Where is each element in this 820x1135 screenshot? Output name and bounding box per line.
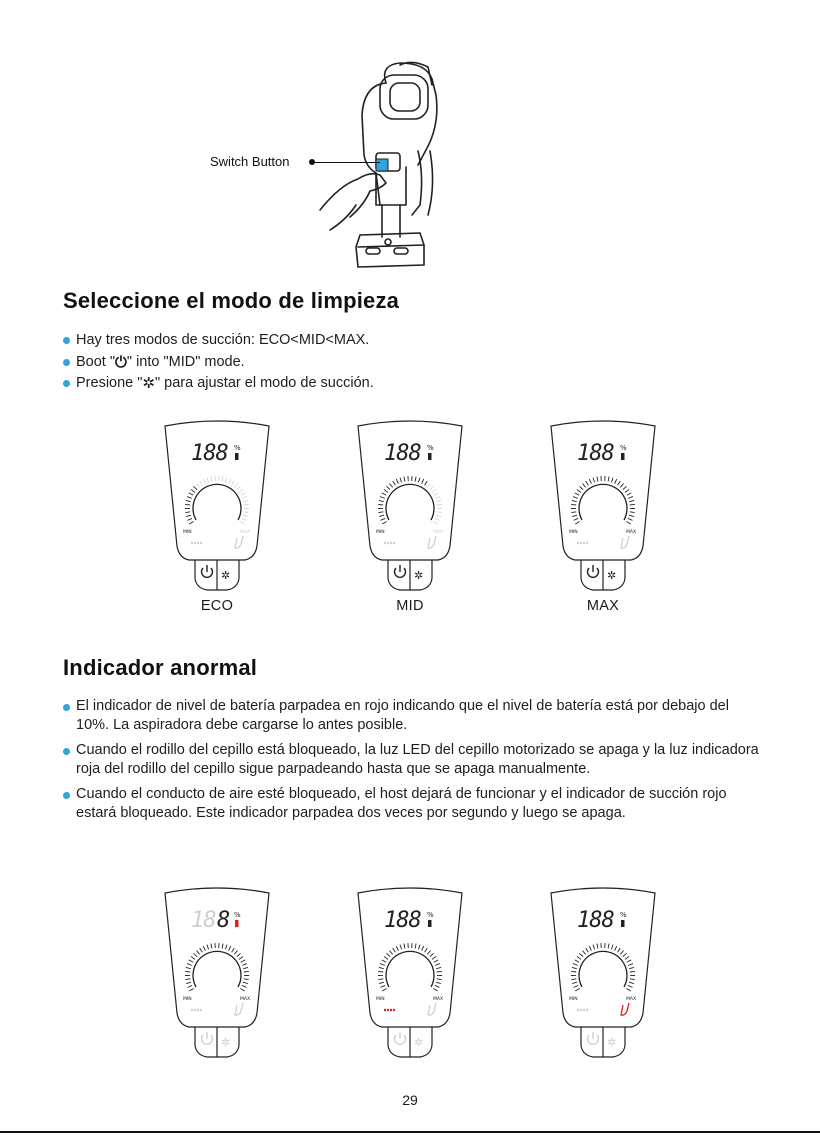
suction-tick — [189, 960, 193, 962]
suction-tick — [615, 479, 617, 484]
battery-bar — [235, 920, 239, 927]
suction-tick — [629, 500, 634, 501]
max-label: MAX — [240, 997, 251, 1002]
suction-tick — [608, 477, 609, 482]
mode-panel-eco — [157, 418, 277, 598]
suction-tick — [200, 948, 203, 952]
suction-tick — [185, 971, 190, 972]
suction-tick — [572, 500, 577, 501]
suction-tick — [611, 478, 613, 483]
suction-tick — [597, 477, 598, 482]
suction-tick — [427, 950, 430, 954]
battery-digits: 188 — [384, 908, 421, 933]
suction-tick — [435, 964, 440, 966]
suction-tick — [203, 946, 205, 951]
suction-tick — [187, 964, 192, 966]
suction-tick — [575, 960, 579, 962]
suction-tick — [207, 945, 209, 950]
suction-tick — [187, 985, 192, 987]
suction-tick — [627, 960, 631, 962]
suction-tick — [575, 493, 579, 495]
suction-arc — [386, 951, 434, 987]
suction-button-icon: ✲ — [414, 1036, 424, 1049]
suction-button-icon: ✲ — [607, 1036, 617, 1049]
min-label: MIN — [183, 530, 192, 535]
battery-digits: 8 — [217, 908, 230, 933]
suction-arc — [193, 484, 241, 520]
suction-tick — [422, 946, 424, 951]
battery-digits: 188 — [577, 441, 614, 466]
suction-tick — [630, 512, 635, 513]
suction-tick — [437, 971, 442, 972]
suction-tick — [437, 512, 442, 513]
suction-tick — [586, 948, 589, 952]
suction-tick — [620, 950, 623, 954]
suction-tick — [203, 479, 205, 484]
suction-arc — [386, 484, 434, 520]
suction-tick — [225, 478, 227, 483]
abnormal-panel-duct — [543, 885, 663, 1065]
suction-tick — [396, 946, 398, 951]
suction-tick — [436, 967, 441, 968]
suction-tick — [243, 967, 248, 968]
suction-tick — [211, 944, 212, 949]
suction-tick — [571, 504, 576, 505]
max-label: MAX — [240, 530, 251, 535]
suction-tick — [244, 979, 249, 980]
suction-tick — [427, 483, 430, 487]
suction-tick — [611, 945, 613, 950]
mode-panel-mid — [350, 418, 470, 598]
modes-bullet-2 — [63, 352, 763, 374]
max-label: MAX — [626, 530, 637, 535]
air-duct-icon — [428, 536, 436, 548]
air-duct-icon — [621, 536, 629, 548]
suction-tick — [435, 518, 440, 520]
suction-tick — [571, 971, 576, 972]
suction-tick — [623, 953, 627, 956]
suction-tick — [243, 500, 248, 501]
suction-tick — [400, 945, 402, 950]
min-label: MIN — [183, 997, 192, 1002]
suction-tick — [241, 493, 245, 495]
modes-bullet-3 — [63, 373, 763, 395]
suction-tick — [380, 497, 385, 499]
suction-tick — [379, 967, 384, 968]
percent-sign: % — [234, 444, 241, 452]
suction-tick — [572, 982, 577, 983]
suction-tick — [191, 489, 195, 492]
suction-tick — [582, 950, 585, 954]
suction-tick — [415, 477, 416, 482]
percent-sign: % — [620, 444, 627, 452]
min-label: MIN — [569, 997, 578, 1002]
suction-tick — [378, 971, 383, 972]
max-label: MAX — [433, 997, 444, 1002]
suction-tick — [630, 979, 635, 980]
suction-tick — [189, 522, 193, 525]
suction-tick — [384, 956, 388, 959]
suction-tick — [629, 982, 634, 983]
suction-tick — [425, 948, 428, 952]
suction-tick — [191, 956, 195, 959]
modes-bullet-2-pre: Boot " — [76, 353, 116, 370]
suction-tick — [571, 512, 576, 513]
suction-tick — [434, 493, 438, 495]
suction-tick — [577, 489, 581, 492]
suction-tick — [378, 979, 383, 980]
modes-bullet-list — [63, 330, 763, 395]
suction-tick — [422, 479, 424, 484]
modes-bullet-3-post: " para ajustar el modo de succión. — [154, 375, 374, 391]
suction-tick — [630, 971, 635, 972]
suction-button-icon: ✲ — [221, 1036, 231, 1049]
suction-tick — [389, 950, 392, 954]
suction-tick — [384, 489, 388, 492]
suction-tick — [380, 964, 385, 966]
suction-tick — [187, 518, 192, 520]
suction-button-icon: ✲ — [414, 569, 424, 582]
vacuum-handle-illustration — [300, 55, 460, 275]
suction-tick — [626, 522, 630, 525]
suction-tick — [232, 481, 235, 485]
suction-button-icon: ✲ — [221, 569, 231, 582]
suction-tick — [418, 945, 420, 950]
suction-tick — [242, 985, 247, 987]
page-number: 29 — [402, 1092, 418, 1108]
max-label: MAX — [433, 530, 444, 535]
suction-tick — [434, 960, 438, 962]
suction-tick — [380, 518, 385, 520]
suction-tick — [628, 497, 633, 499]
suction-tick — [386, 953, 390, 956]
suction-tick — [222, 944, 223, 949]
suction-button-icon: ✲ — [607, 569, 617, 582]
percent-sign: % — [234, 911, 241, 919]
abnormal-panel-brush — [350, 885, 470, 1065]
suction-tick — [608, 944, 609, 949]
suction-tick — [225, 945, 227, 950]
switch-button-callout: Switch Button — [210, 154, 290, 169]
suction-tick — [382, 493, 386, 495]
suction-tick — [193, 486, 197, 489]
modes-section-title: Seleccione el modo de limpieza — [63, 288, 400, 313]
suction-tick — [229, 946, 231, 951]
abnormal-section-title: Indicador anormal — [63, 655, 258, 680]
air-duct-icon — [428, 1003, 436, 1015]
suction-tick — [400, 478, 402, 483]
battery-bar — [428, 920, 432, 927]
suction-tick — [627, 493, 631, 495]
suction-tick — [378, 512, 383, 513]
suction-tick — [382, 522, 386, 525]
suction-tick — [187, 497, 192, 499]
suction-tick — [242, 964, 247, 966]
modes-bullet-1: Hay tres modos de succión: ECO<MID<MAX. — [63, 330, 763, 352]
suction-tick — [436, 515, 441, 516]
suction-tick — [189, 989, 193, 992]
suction-tick — [380, 985, 385, 987]
callout-leader-line — [312, 162, 380, 163]
suction-tick — [211, 477, 212, 482]
suction-tick — [615, 946, 617, 951]
suction-tick — [593, 478, 595, 483]
suction-arc — [193, 951, 241, 987]
suction-tick — [393, 481, 396, 485]
suction-tick — [229, 479, 231, 484]
suction-tick — [240, 989, 244, 992]
suction-tick — [244, 971, 249, 972]
suction-tick — [435, 985, 440, 987]
suction-tick — [573, 497, 578, 499]
suction-tick — [378, 504, 383, 505]
percent-sign: % — [620, 911, 627, 919]
suction-tick — [234, 483, 237, 487]
battery-bar — [235, 453, 239, 460]
suction-tick — [593, 945, 595, 950]
mode-panel-max — [543, 418, 663, 598]
suction-tick — [573, 518, 578, 520]
suction-tick — [379, 500, 384, 501]
suction-tick — [189, 493, 193, 495]
battery-digits: 188 — [384, 441, 421, 466]
suction-tick — [573, 964, 578, 966]
suction-tick — [185, 512, 190, 513]
suction-icon: ✲ — [142, 375, 155, 392]
suction-tick — [628, 518, 633, 520]
mode-label-max: MAX — [586, 598, 620, 614]
suction-tick — [436, 982, 441, 983]
battery-bar — [621, 920, 625, 927]
suction-tick — [579, 486, 583, 489]
suction-tick — [425, 481, 428, 485]
percent-sign: % — [427, 444, 434, 452]
suction-tick — [186, 515, 191, 516]
suction-tick — [244, 504, 249, 505]
suction-tick — [575, 522, 579, 525]
suction-tick — [430, 486, 434, 489]
abnormal-bullet-1: El indicador de nivel de batería parpadea en rojo indicando que el nivel de batería está por debajo del 10%. La aspiradora debe cargarse lo antes posible. — [63, 697, 763, 735]
min-label: MIN — [376, 530, 385, 535]
suction-arc — [579, 951, 627, 987]
suction-tick — [432, 956, 436, 959]
suction-tick — [573, 985, 578, 987]
suction-tick — [572, 967, 577, 968]
suction-tick — [589, 946, 591, 951]
suction-tick — [237, 953, 241, 956]
suction-tick — [437, 504, 442, 505]
abnormal-bullet-3: Cuando el conducto de aire esté bloqueado, el host dejará de funcionar y el indicador de succión rojo estará bloqueado. Este indicador parpadea dos veces por segundo y luego se apaga. — [63, 785, 763, 823]
suction-tick — [577, 956, 581, 959]
suction-tick — [222, 477, 223, 482]
suction-tick — [193, 953, 197, 956]
suction-tick — [186, 967, 191, 968]
suction-tick — [629, 967, 634, 968]
abnormal-panel-battery — [157, 885, 277, 1065]
suction-tick — [597, 944, 598, 949]
air-duct-icon — [235, 536, 243, 548]
suction-tick — [418, 478, 420, 483]
suction-tick — [240, 522, 244, 525]
air-duct-icon — [235, 1003, 243, 1015]
suction-tick — [625, 956, 629, 959]
suction-tick — [389, 483, 392, 487]
suction-tick — [623, 486, 627, 489]
battery-bar — [428, 453, 432, 460]
suction-tick — [437, 979, 442, 980]
suction-tick — [415, 944, 416, 949]
suction-tick — [379, 515, 384, 516]
suction-tick — [243, 982, 248, 983]
suction-tick — [436, 500, 441, 501]
suction-tick — [629, 515, 634, 516]
battery-digits: 188 — [577, 908, 614, 933]
suction-tick — [404, 477, 405, 482]
mode-label-mid: MID — [396, 598, 424, 614]
suction-tick — [628, 964, 633, 966]
power-icon: ⏻ — [115, 353, 127, 371]
suction-tick — [396, 479, 398, 484]
suction-tick — [242, 497, 247, 499]
suction-tick — [435, 497, 440, 499]
suction-tick — [386, 486, 390, 489]
suction-tick — [186, 500, 191, 501]
suction-tick — [582, 483, 585, 487]
bottom-rule — [0, 1131, 820, 1133]
min-label: MIN — [376, 997, 385, 1002]
battery-bar — [621, 453, 625, 460]
suction-tick — [232, 948, 235, 952]
min-label: MIN — [569, 530, 578, 535]
suction-arc — [579, 484, 627, 520]
suction-tick — [586, 481, 589, 485]
suction-tick — [186, 982, 191, 983]
suction-tick — [433, 989, 437, 992]
suction-tick — [185, 504, 190, 505]
suction-tick — [589, 479, 591, 484]
modes-bullet-2-post: " into "MID" mode. — [126, 353, 245, 370]
suction-tick — [242, 518, 247, 520]
suction-tick — [243, 515, 248, 516]
suction-tick — [620, 483, 623, 487]
suction-tick — [234, 950, 237, 954]
suction-tick — [185, 979, 190, 980]
suction-tick — [196, 950, 199, 954]
suction-tick — [237, 486, 241, 489]
suction-tick — [382, 989, 386, 992]
suction-tick — [430, 953, 434, 956]
abnormal-bullet-2: Cuando el rodillo del cepillo está bloqueado, la luz LED del cepillo motorizado se apaga y la luz indicadora roja del rodillo del cepillo sigue parpadeando hasta que se apaga manualmente. — [63, 741, 763, 779]
suction-tick — [618, 481, 621, 485]
modes-bullet-3-pre: Presione " — [76, 375, 143, 391]
suction-tick — [244, 512, 249, 513]
suction-tick — [239, 956, 243, 959]
air-duct-icon — [621, 1003, 629, 1015]
max-label: MAX — [626, 997, 637, 1002]
mode-label-eco: ECO — [200, 598, 234, 614]
suction-tick — [196, 483, 199, 487]
suction-tick — [579, 953, 583, 956]
suction-tick — [432, 489, 436, 492]
battery-digits: 188 — [191, 441, 228, 466]
suction-tick — [571, 979, 576, 980]
battery-digits-dim: 18 — [191, 908, 216, 933]
suction-tick — [393, 948, 396, 952]
suction-tick — [433, 522, 437, 525]
suction-tick — [379, 982, 384, 983]
suction-tick — [625, 489, 629, 492]
callout-dot — [309, 159, 315, 165]
percent-sign: % — [427, 911, 434, 919]
suction-tick — [404, 944, 405, 949]
suction-tick — [200, 481, 203, 485]
suction-tick — [239, 489, 243, 492]
suction-tick — [626, 989, 630, 992]
suction-tick — [382, 960, 386, 962]
suction-tick — [630, 504, 635, 505]
abnormal-bullet-list — [63, 697, 763, 829]
suction-tick — [207, 478, 209, 483]
suction-tick — [572, 515, 577, 516]
suction-tick — [618, 948, 621, 952]
suction-tick — [241, 960, 245, 962]
suction-tick — [575, 989, 579, 992]
suction-tick — [628, 985, 633, 987]
